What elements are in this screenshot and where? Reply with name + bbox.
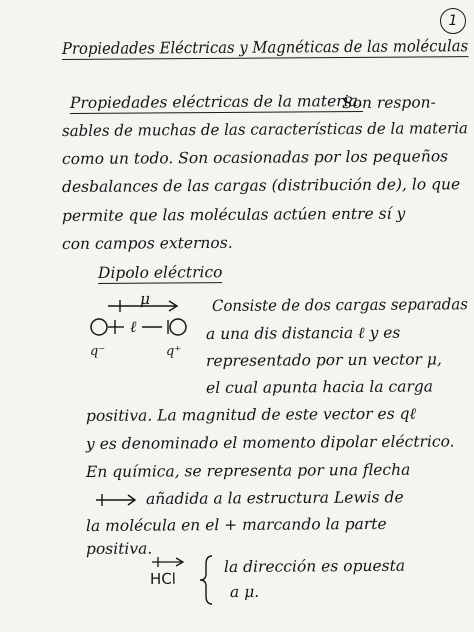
dipole-mu-label: μ [139, 289, 151, 308]
negative-charge-label: q⁻ [89, 343, 106, 359]
body-line: como un todo. Son ocasionadas por los pequeños [61, 147, 449, 168]
body-line: el cual apunta hacia la carga [205, 377, 434, 397]
section-heading-dipole: Dipolo eléctrico [97, 263, 223, 282]
body-line: positiva. La magnitud de este vector es qℓ [85, 404, 417, 425]
body-line: positiva. [85, 539, 153, 558]
dipole-length-label: ℓ [129, 317, 137, 336]
molecule-label: HCl [149, 569, 176, 588]
body-line: a una dis distancia ℓ y es [205, 323, 401, 343]
body-line: a μ. [229, 582, 260, 601]
body-line: En química, se representa por una flecha [85, 460, 411, 481]
body-line: desbalances de las cargas (distribución de), lo que [61, 175, 461, 196]
body-line: la dirección es opuesta [223, 556, 406, 576]
page-title: Propiedades Eléctricas y Magnéticas de las moléculas [61, 36, 469, 58]
body-line: Son respon- [341, 93, 436, 112]
section-heading-electrical-properties: Propiedades eléctricas de la materia. [69, 91, 363, 112]
body-line: y es denominado el momento dipolar eléctrico. [85, 432, 455, 453]
body-line: representado por un vector μ, [205, 350, 442, 370]
body-line: añadida a la estructura Lewis de [145, 488, 404, 508]
body-line: sables de muchas de las características de la materia [61, 119, 468, 140]
page-number: 1 [440, 8, 466, 34]
body-line: con campos externos. [61, 233, 233, 253]
positive-charge-label: q⁺ [165, 343, 182, 359]
body-line: Consiste de dos cargas separadas [211, 295, 468, 315]
body-line: la molécula en el + marcando la parte [85, 514, 387, 535]
body-line: permite que las moléculas actúen entre sí y [61, 204, 406, 225]
